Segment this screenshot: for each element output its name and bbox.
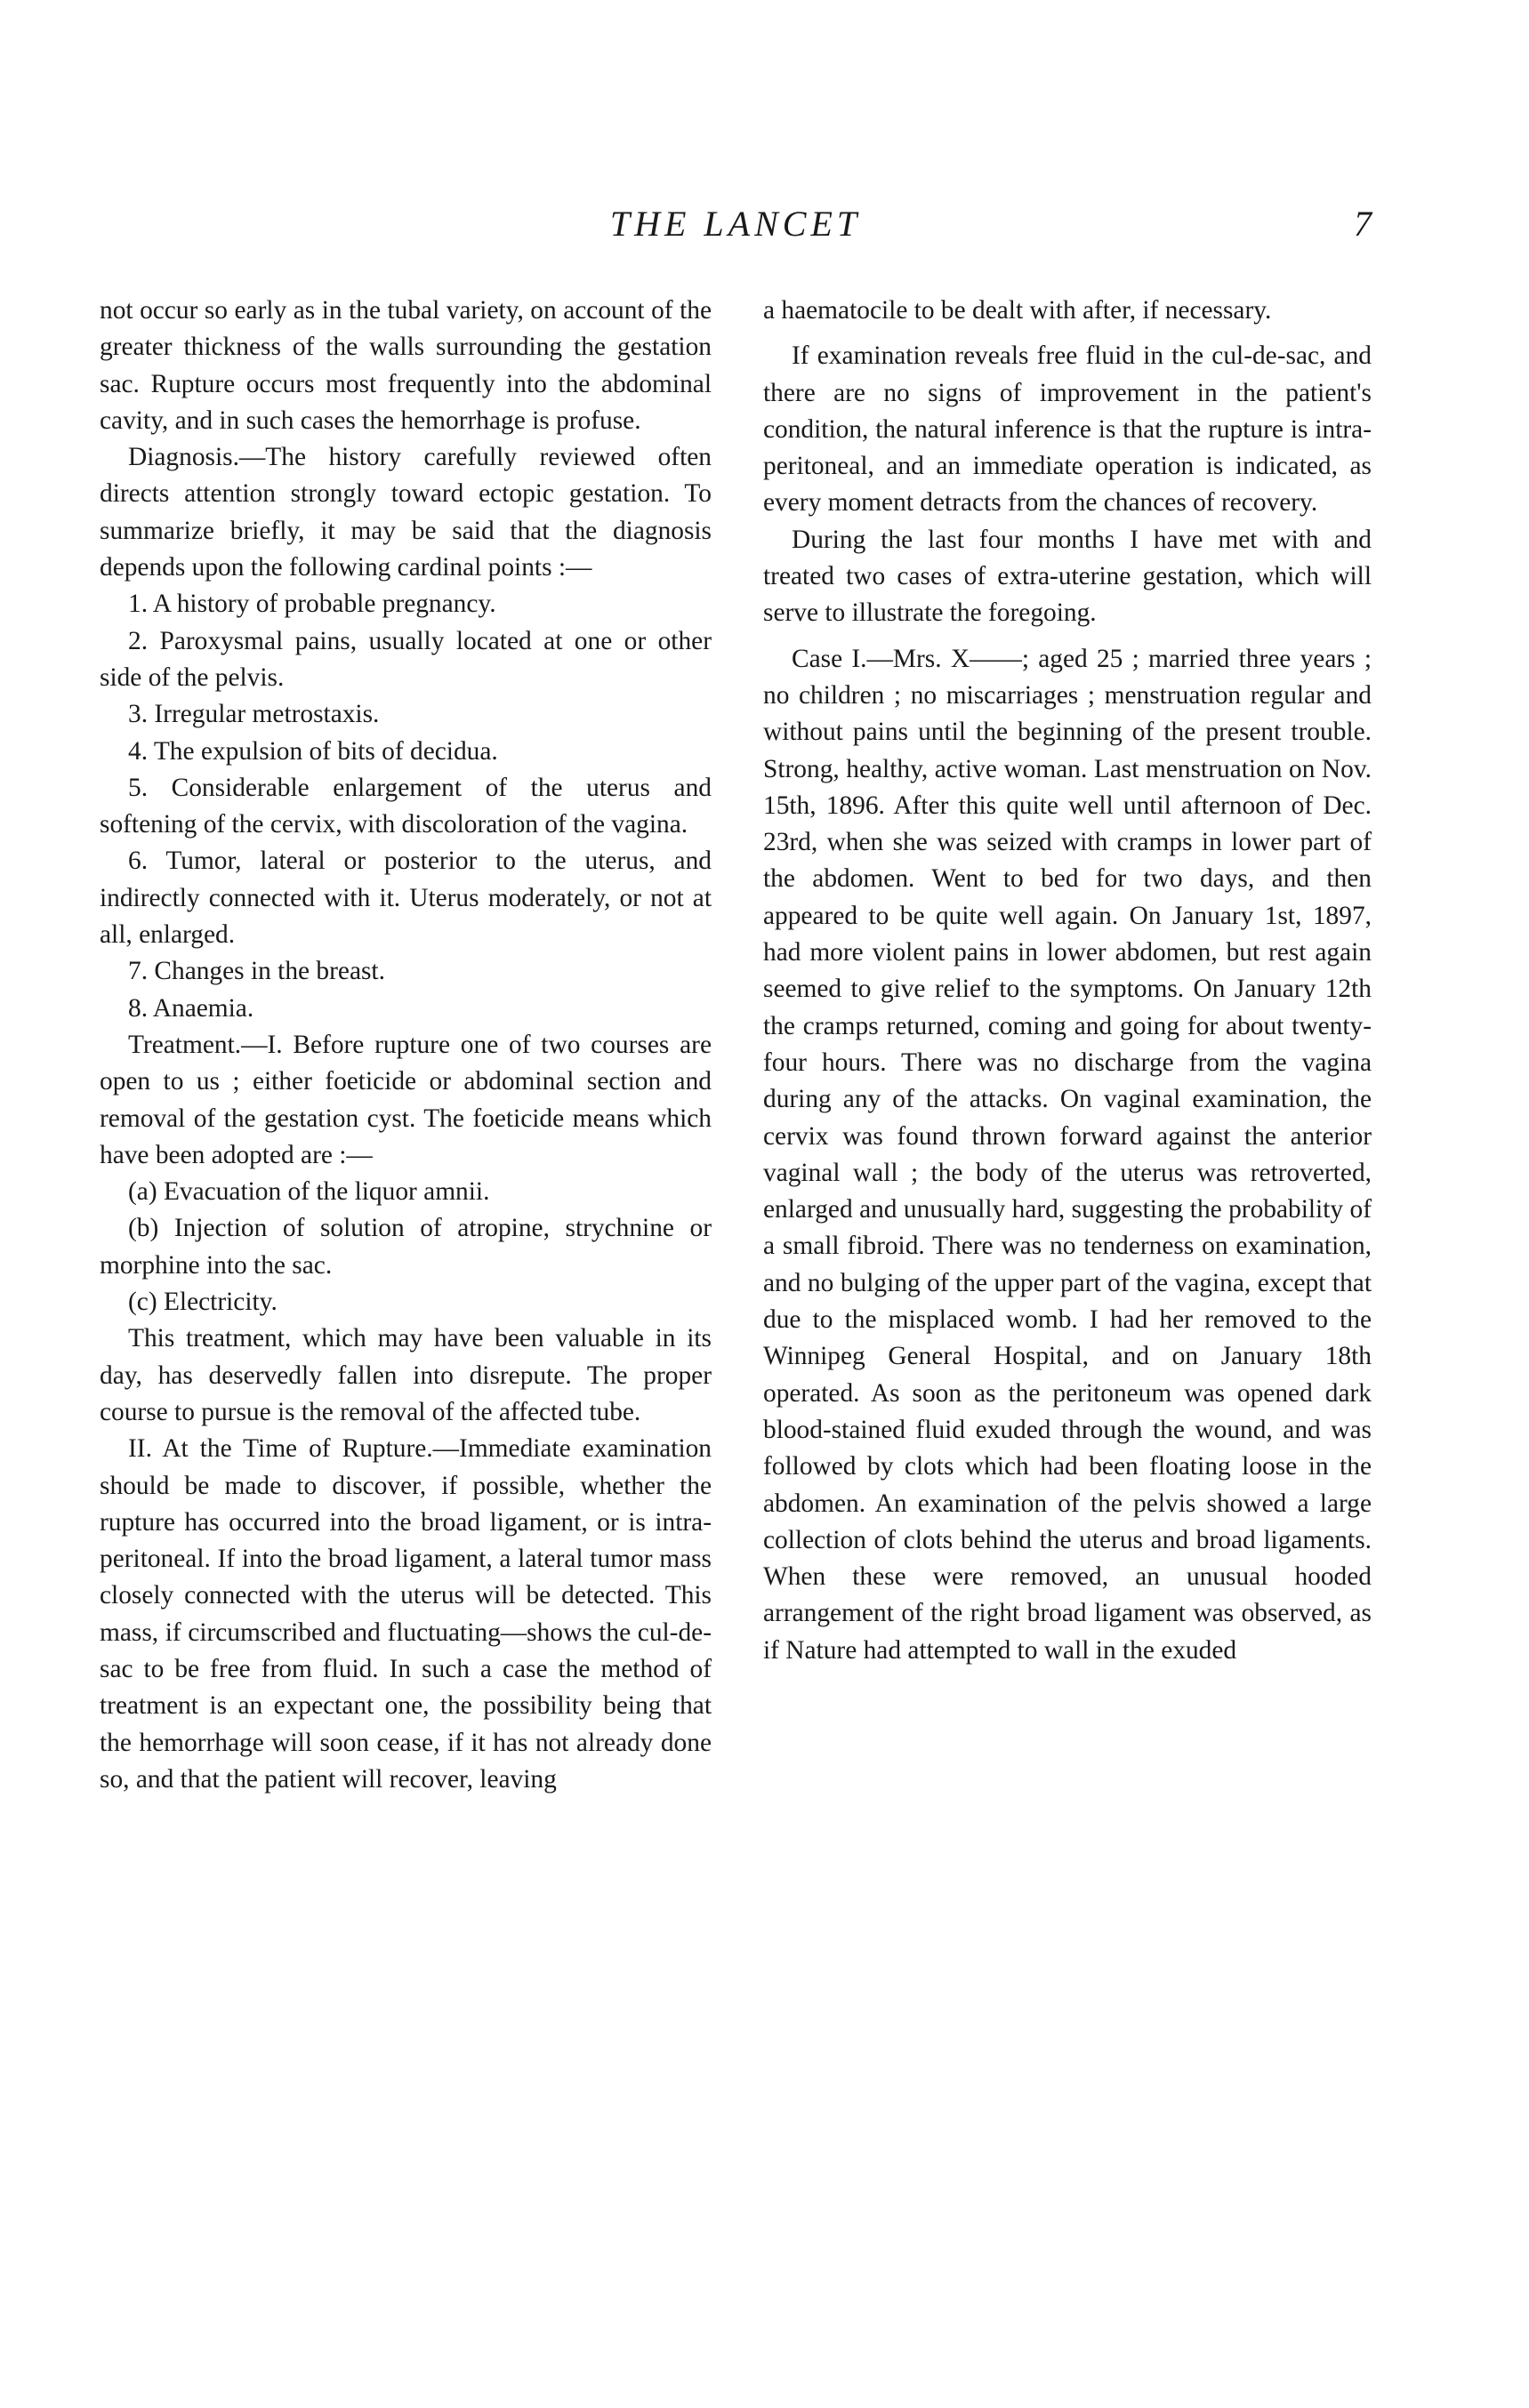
list-item: (b) Injection of solution of atropine, strychnine or morphine into the sac. <box>100 1214 712 1280</box>
list-item: 7. Changes in the breast. <box>128 957 385 986</box>
paragraph: During the last four months I have met with and treated two cases of extra-uterine gestation, which will serve to illustrate the foregoing. <box>763 525 1372 628</box>
list-item: 5. Considerable enlargement of the uterus and softening of the cervix, with discoloration of the vagina. <box>100 773 712 839</box>
running-title: THE LANCET <box>609 204 862 244</box>
page-header <box>100 203 1372 256</box>
list-item: 6. Tumor, lateral or posterior to the uterus, and indirectly connected with it. Uterus moderately, or not at all, enlarged. <box>100 847 712 950</box>
left-column <box>100 293 712 1798</box>
paragraph: not occur so early as in the tubal variety, on account of the greater thickness of the walls surrounding the gestation sac. Rupture occurs most frequently into the abdominal cavity, and in such cases the hemorrhage is profuse. <box>100 296 712 435</box>
list-item: 3. Irregular metrostaxis. <box>128 700 380 729</box>
paragraph: Diagnosis.—The history carefully reviewed often directs attention strongly toward ectopic gestation. To summarize briefly, it may be said that the diagnosis depends upon the following cardinal points :— <box>100 443 712 582</box>
paragraph: II. At the Time of Rupture.—Immediate examination should be made to discover, if possible, whether the rupture has occurred into the broad ligament, or is intra-peritoneal. If into the broad ligament, a lateral tumor mass closely connected with the uterus will be detected. This mass, if circumscribed and fluctuating—shows the cul-de-sac to be free from fluid. In such a case the method of treatment is an expectant one, the possibility being that the hemorrhage will soon cease, if it has not already done so, and that the patient will recover, leaving <box>100 1434 712 1794</box>
list-item: 4. The expulsion of bits of decidua. <box>128 736 498 766</box>
list-item: (a) Evacuation of the liquor amnii. <box>128 1177 490 1207</box>
paragraph: This treatment, which may have been valuable in its day, has deservedly fallen into disrepute. The proper course to pursue is the removal of the affected tube. <box>100 1324 712 1426</box>
list-item: 8. Anaemia. <box>128 993 254 1023</box>
paragraph: a haematocile to be dealt with after, if necessary. <box>763 296 1272 325</box>
list-item: (c) Electricity. <box>128 1288 278 1317</box>
list-item: 1. A history of probable pregnancy. <box>128 590 496 619</box>
list-item: 2. Paroxysmal pains, usually located at one or other side of the pelvis. <box>100 626 712 692</box>
paragraph: Treatment.—I. Before rupture one of two courses are open to us ; either foeticide or abdominal section and removal of the gestation cyst. The foeticide means which have been adopted are :— <box>100 1030 712 1169</box>
right-column <box>763 293 1372 1669</box>
paragraph: Case I.—Mrs. X——; aged 25 ; married three years ; no children ; no miscarriages ; menstruation regular and without pains until the beginning of the present trouble. Strong, healthy, active woman. Last menstruation on Nov. 15th, 1896. After this quite well until afternoon of Dec. 23rd, when she was seized with cramps in lower part of the abdomen. Went to bed for two days, and then appeared to be quite well again. On January 1st, 1897, had more violent pains in lower abdomen, but rest again seemed to give relief to the symptoms. On January 12th the cramps returned, coming and going for about twenty-four hours. There was no discharge from the vagina during any of the attacks. On vaginal examination, the cervix was found thrown forward against the anterior vaginal wall ; the body of the uterus was retroverted, enlarged and unusually hard, suggesting the probability of a small fibroid. There was no tenderness on examination, and no bulging of the upper part of the vagina, except that due to the misplaced womb. I had her removed to the Winnipeg General Hospital, and on January 18th operated. As soon as the peritoneum was opened dark blood-stained fluid exuded through the wound, and was followed by clots which had been floating loose in the abdomen. An examination of the pelvis showed a large collection of clots behind the uterus and broad ligaments. When these were removed, an unusual hooded arrangement of the right broad ligament was observed, as if Nature had attempted to wall in the exuded <box>763 644 1372 1665</box>
page-number: 7 <box>1354 204 1372 244</box>
paragraph: If examination reveals free fluid in the cul-de-sac, and there are no signs of improvement in the patient's condition, the natural inference is that the rupture is intra-peritoneal, and an immediate operation is indicated, as every moment detracts from the chances of recovery. <box>763 341 1372 518</box>
